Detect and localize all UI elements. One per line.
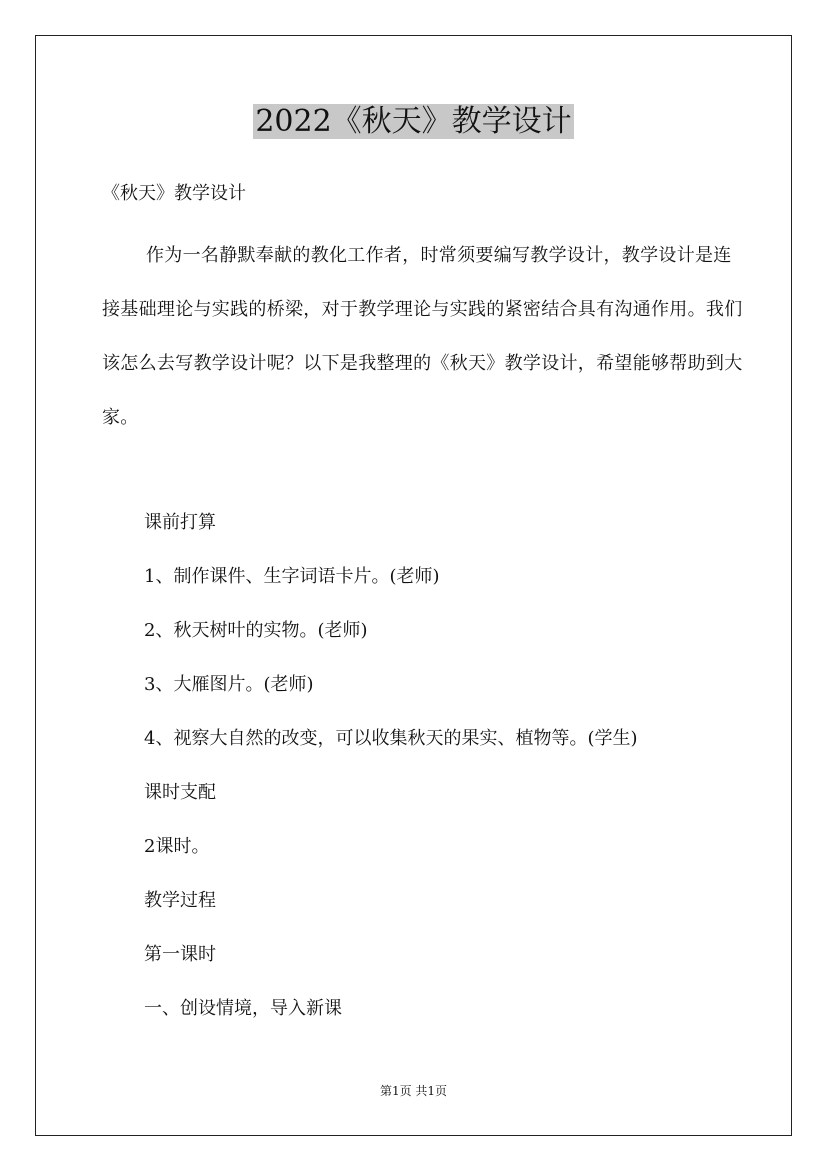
schedule-text: 2课时。 [144, 836, 210, 857]
page-footer: 第1页 共1页 [379, 1084, 448, 1098]
list-item: 1、制作课件、生字词语卡片。(老师) [144, 566, 440, 587]
intro-paragraph: 作为一名静默奉献的教化工作者，时常须要编写教学设计，教学设计是连接基础理论与实践的桥梁，对于教学理论与实践的紧密结合具有沟通作用。我们该怎么去写教学设计呢？以下是我整理的《秋天》教学设计，希望能够帮助到大家。 [102, 245, 743, 428]
document-subtitle: 《秋天》教学设计 [102, 183, 246, 204]
section-heading-schedule: 课时支配 [144, 782, 216, 803]
step-heading: 一、创设情境，导入新课 [144, 998, 342, 1019]
section-heading-process: 教学过程 [144, 890, 216, 911]
document-page [35, 35, 792, 1136]
list-item: 4、视察大自然的改变，可以收集秋天的果实、植物等。(学生) [144, 728, 638, 749]
document-title-text: 2022《秋天》教学设计 [255, 104, 572, 139]
document-title [36, 100, 791, 144]
lesson-heading: 第一课时 [144, 944, 216, 965]
section-heading-preparation: 课前打算 [144, 512, 216, 533]
list-item: 3、大雁图片。(老师) [144, 674, 314, 695]
list-item: 2、秋天树叶的实物。(老师) [144, 620, 368, 641]
